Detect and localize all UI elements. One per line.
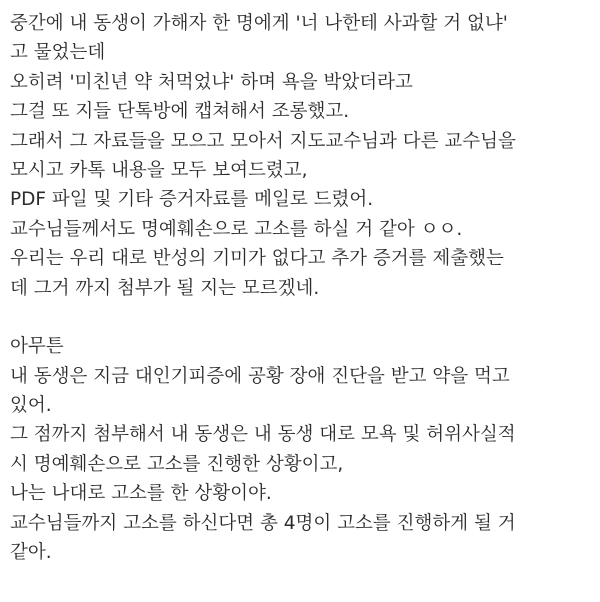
paragraph-spacer (10, 303, 595, 332)
text-line: 아무튼 (10, 336, 64, 358)
text-line: 교수님들께서도 명예훼손으로 고소를 하실 거 같아 ㅇㅇ. (10, 218, 463, 240)
text-line: 우리는 우리 대로 반성의 기미가 없다고 추가 증거를 제출했는 (10, 248, 504, 270)
text-line: PDF 파일 및 기타 증거자료를 메일로 드렸어. (10, 189, 374, 211)
text-line: 데 그거 까지 첨부가 될 지는 모르겠네. (10, 277, 320, 299)
post-body (10, 9, 595, 567)
text-line: 그래서 그 자료들을 모으고 모아서 지도교수님과 다른 교수님을 (10, 130, 516, 152)
text-line: 있어. (10, 395, 52, 417)
text-line: 교수님들까지 고소를 하신다면 총 4명이 고소를 진행하게 될 거 (10, 512, 516, 534)
text-line: 같아. (10, 542, 52, 564)
text-line: 나는 나대로 고소를 한 상황이야. (10, 483, 272, 505)
text-line: 모시고 카톡 내용을 모두 보여드렸고, (10, 159, 308, 181)
text-line: 시 명예훼손으로 고소를 진행한 상황이고, (10, 453, 344, 475)
text-line: 오히려 '미친년 약 처먹었냐' 하며 욕을 박았더라고 (10, 71, 413, 93)
text-line: 그 점까지 첨부해서 내 동생은 내 동생 대로 모욕 및 허위사실적 (10, 424, 516, 446)
text-line: 고 물었는데 (10, 42, 106, 64)
text-line: 그걸 또 지들 단톡방에 캡쳐해서 조롱했고. (10, 101, 350, 123)
text-line: 내 동생은 지금 대인기피증에 공황 장애 진단을 받고 약을 먹고 (10, 365, 510, 387)
text-line: 중간에 내 동생이 가해자 한 명에게 '너 나한테 사과할 거 없냐' (10, 13, 508, 34)
